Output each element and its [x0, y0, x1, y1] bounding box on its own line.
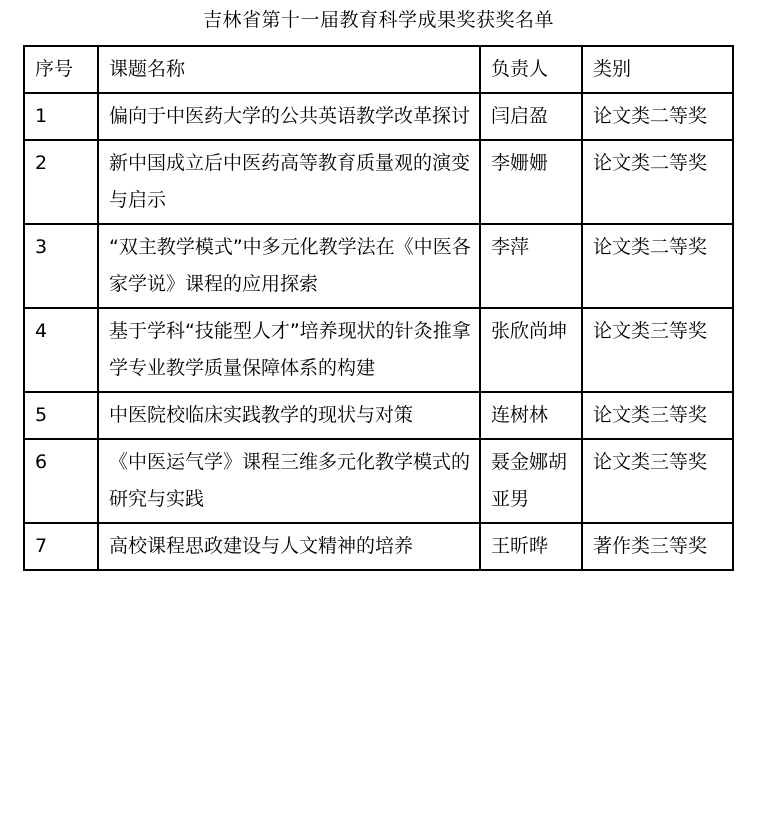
cell-seq: 7 [24, 523, 98, 570]
table-row [24, 224, 733, 308]
cell-topic: “双主教学模式”中多元化教学法在《中医各家学说》课程的应用探索 [98, 224, 480, 308]
cell-person: 王昕晔 [480, 523, 582, 570]
cell-topic: 《中医运气学》课程三维多元化教学模式的研究与实践 [98, 439, 480, 523]
cell-category: 论文类三等奖 [582, 392, 733, 439]
table-row [24, 308, 733, 392]
cell-person: 李姗姗 [480, 140, 582, 224]
cell-person: 闫启盈 [480, 93, 582, 140]
cell-person: 张欣尚坤 [480, 308, 582, 392]
cell-category: 论文类三等奖 [582, 308, 733, 392]
table-row [24, 392, 733, 439]
document-title: 吉林省第十一届教育科学成果奖获奖名单 [202, 9, 554, 31]
header-topic: 课题名称 [98, 46, 480, 93]
cell-topic: 基于学科“技能型人才”培养现状的针灸推拿学专业教学质量保障体系的构建 [98, 308, 480, 392]
award-table [23, 45, 734, 571]
cell-seq: 1 [24, 93, 98, 140]
cell-seq: 4 [24, 308, 98, 392]
cell-person: 李萍 [480, 224, 582, 308]
cell-seq: 3 [24, 224, 98, 308]
table-row [24, 439, 733, 523]
cell-topic: 中医院校临床实践教学的现状与对策 [98, 392, 480, 439]
header-seq: 序号 [24, 46, 98, 93]
cell-topic: 高校课程思政建设与人文精神的培养 [98, 523, 480, 570]
cell-topic: 新中国成立后中医药高等教育质量观的演变与启示 [98, 140, 480, 224]
cell-person: 连树林 [480, 392, 582, 439]
cell-person: 聂金娜胡亚男 [480, 439, 582, 523]
cell-category: 论文类二等奖 [582, 93, 733, 140]
cell-category: 论文类三等奖 [582, 439, 733, 523]
cell-category: 论文类二等奖 [582, 140, 733, 224]
table-header-row [24, 46, 733, 93]
table-row [24, 523, 733, 570]
cell-seq: 5 [24, 392, 98, 439]
cell-seq: 6 [24, 439, 98, 523]
cell-category: 论文类二等奖 [582, 224, 733, 308]
cell-seq: 2 [24, 140, 98, 224]
table-row [24, 140, 733, 224]
table-row [24, 93, 733, 140]
header-category: 类别 [582, 46, 733, 93]
cell-category: 著作类三等奖 [582, 523, 733, 570]
cell-topic: 偏向于中医药大学的公共英语教学改革探讨 [98, 93, 480, 140]
header-person: 负责人 [480, 46, 582, 93]
